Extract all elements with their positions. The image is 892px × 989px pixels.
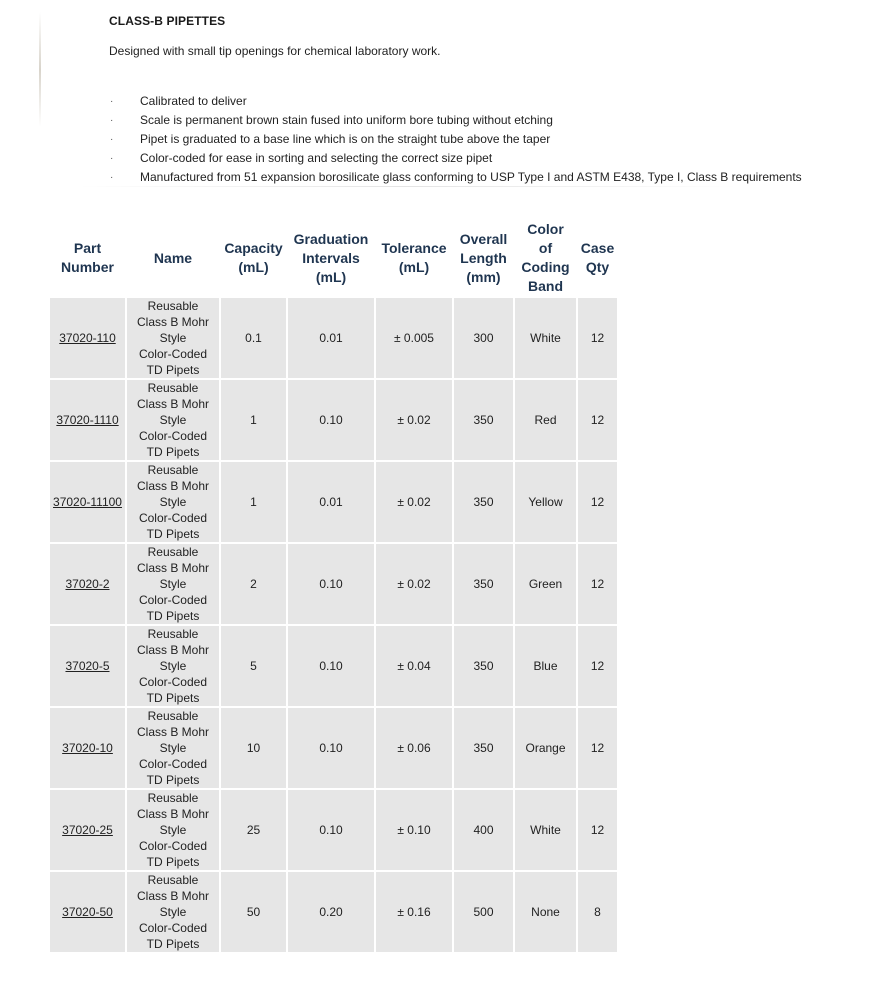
- part-number-link[interactable]: 37020-10: [62, 741, 113, 755]
- header-case-qty: [578, 220, 617, 296]
- length-cell: 500: [454, 872, 513, 952]
- product-name-text: Class B Mohr: [136, 397, 210, 411]
- capacity-cell: 1: [221, 380, 286, 460]
- case-qty-cell: 12: [578, 626, 617, 706]
- product-name-text: TD Pipets: [146, 937, 200, 951]
- product-name-text: Reusable: [147, 627, 199, 641]
- tolerance-cell: ± 0.04: [376, 626, 452, 706]
- product-name-cell: [127, 544, 219, 624]
- product-name-text: Style: [159, 659, 187, 673]
- product-name-text: Class B Mohr: [136, 315, 210, 329]
- case-qty-cell: 12: [578, 708, 617, 788]
- header-text: Number: [61, 259, 114, 275]
- case-qty-cell: 8: [578, 872, 617, 952]
- part-number-cell: [50, 298, 125, 378]
- header-text: Qty: [585, 259, 610, 275]
- case-qty-cell: 12: [578, 790, 617, 870]
- product-name-text: Color-Coded: [138, 921, 208, 935]
- product-name-text: Style: [159, 823, 187, 837]
- product-name-text: Reusable: [147, 545, 199, 559]
- tolerance-cell: ± 0.02: [376, 462, 452, 542]
- part-number-cell: [50, 790, 125, 870]
- product-name-text: Reusable: [147, 709, 199, 723]
- length-cell: 350: [454, 462, 513, 542]
- coding-band-color-cell: Yellow: [515, 462, 576, 542]
- table-body: [50, 298, 617, 952]
- part-number-cell: [50, 544, 125, 624]
- capacity-cell: 1: [221, 462, 286, 542]
- product-name-text: Reusable: [147, 791, 199, 805]
- product-name-text: Style: [159, 905, 187, 919]
- product-name-cell: [127, 462, 219, 542]
- graduation-cell: 0.10: [288, 708, 374, 788]
- graduation-cell: 0.10: [288, 380, 374, 460]
- product-name-text: Class B Mohr: [136, 725, 210, 739]
- product-name-cell: [127, 708, 219, 788]
- product-name-text: Style: [159, 413, 187, 427]
- part-number-link[interactable]: 37020-11100: [53, 495, 122, 509]
- table-row: [50, 790, 617, 870]
- product-name-text: TD Pipets: [146, 445, 200, 459]
- header-text: (mL): [238, 259, 269, 275]
- product-name-cell: [127, 298, 219, 378]
- graduation-cell: 0.10: [288, 626, 374, 706]
- feature-text: Color-coded for ease in sorting and selecting the correct size pipet: [140, 151, 493, 165]
- coding-band-color-cell: Orange: [515, 708, 576, 788]
- bullet-icon: ·: [110, 96, 114, 107]
- header-tolerance: [376, 220, 452, 296]
- header-text: (mL): [398, 259, 430, 275]
- product-name-text: TD Pipets: [146, 527, 200, 541]
- product-name-text: Class B Mohr: [136, 479, 210, 493]
- case-qty-cell: 12: [578, 544, 617, 624]
- capacity-cell: 5: [221, 626, 286, 706]
- tolerance-cell: ± 0.02: [376, 544, 452, 624]
- part-number-cell: [50, 380, 125, 460]
- product-name-text: Color-Coded: [138, 675, 208, 689]
- product-name-text: TD Pipets: [146, 773, 200, 787]
- product-name-text: TD Pipets: [146, 363, 200, 377]
- tolerance-cell: ± 0.06: [376, 708, 452, 788]
- product-name-text: Class B Mohr: [136, 561, 210, 575]
- feature-text: Calibrated to deliver: [140, 94, 247, 108]
- coding-band-color-cell: White: [515, 298, 576, 378]
- feature-text: Manufactured from 51 expansion borosilicate glass conforming to USP Type I and ASTM E438, Type I, Class B requirements: [140, 170, 802, 184]
- header-text: Case: [580, 240, 615, 256]
- coding-band-color-cell: Blue: [515, 626, 576, 706]
- part-number-link[interactable]: 37020-5: [65, 659, 110, 673]
- header-text: Name: [153, 249, 193, 266]
- length-cell: 350: [454, 708, 513, 788]
- product-name-cell: [127, 626, 219, 706]
- product-name-text: Color-Coded: [138, 757, 208, 771]
- table-row: [50, 544, 617, 624]
- product-name-text: Color-Coded: [138, 347, 208, 361]
- capacity-cell: 10: [221, 708, 286, 788]
- graduation-cell: 0.01: [288, 462, 374, 542]
- header-overall-length: [454, 220, 513, 296]
- header-text: Color: [527, 221, 564, 237]
- header-text: Band: [528, 278, 563, 294]
- product-name-text: Reusable: [147, 381, 199, 395]
- product-name-text: Style: [159, 741, 187, 755]
- bullet-icon: ·: [110, 115, 114, 126]
- header-text: Capacity: [224, 240, 283, 256]
- part-number-link[interactable]: 37020-1110: [56, 413, 119, 427]
- product-name-cell: [127, 790, 219, 870]
- tolerance-cell: ± 0.10: [376, 790, 452, 870]
- table-row: [50, 462, 617, 542]
- product-name-text: Color-Coded: [138, 593, 208, 607]
- header-text: Length: [460, 249, 507, 266]
- product-name-text: Style: [159, 577, 187, 591]
- product-name-text: Color-Coded: [138, 429, 208, 443]
- header-text: Intervals: [302, 249, 360, 266]
- length-cell: 350: [454, 626, 513, 706]
- length-cell: 400: [454, 790, 513, 870]
- feature-text: Scale is permanent brown stain fused into uniform bore tubing without etching: [140, 113, 553, 127]
- case-qty-cell: 12: [578, 298, 617, 378]
- header-text: (mm): [466, 268, 501, 285]
- product-name-cell: [127, 380, 219, 460]
- header-text: Part: [73, 240, 102, 256]
- page-title: CLASS-B PIPETTES: [109, 14, 226, 28]
- table-row: [50, 626, 617, 706]
- header-coding-band-color: [515, 220, 576, 296]
- header-text: Overall: [459, 230, 508, 247]
- table-row: [50, 298, 617, 378]
- product-name-text: Style: [159, 495, 187, 509]
- header-text: Coding: [521, 259, 570, 275]
- feature-text: Pipet is graduated to a base line which is on the straight tube above the taper: [140, 132, 551, 146]
- bullet-icon: ·: [110, 172, 114, 183]
- coding-band-color-cell: Red: [515, 380, 576, 460]
- part-number-cell: [50, 708, 125, 788]
- header-text: Graduation: [293, 230, 369, 247]
- tolerance-cell: ± 0.16: [376, 872, 452, 952]
- product-name-text: Color-Coded: [138, 511, 208, 525]
- product-name-text: Class B Mohr: [136, 807, 210, 821]
- coding-band-color-cell: None: [515, 872, 576, 952]
- part-number-link[interactable]: 37020-2: [65, 577, 110, 591]
- graduation-cell: 0.10: [288, 790, 374, 870]
- graduation-cell: 0.01: [288, 298, 374, 378]
- graduation-cell: 0.10: [288, 544, 374, 624]
- product-name-cell: [127, 872, 219, 952]
- case-qty-cell: 12: [578, 380, 617, 460]
- tolerance-cell: ± 0.005: [376, 298, 452, 378]
- product-name-text: Style: [159, 331, 187, 345]
- header-part-number: [50, 220, 125, 296]
- product-name-text: Class B Mohr: [136, 889, 210, 903]
- header-text: Tolerance: [381, 240, 447, 256]
- capacity-cell: 50: [221, 872, 286, 952]
- part-number-link[interactable]: 37020-25: [62, 823, 113, 837]
- coding-band-color-cell: Green: [515, 544, 576, 624]
- capacity-cell: 25: [221, 790, 286, 870]
- table-row: [50, 380, 617, 460]
- header-capacity: [221, 220, 286, 296]
- length-cell: 300: [454, 298, 513, 378]
- part-number-cell: [50, 626, 125, 706]
- product-name-text: Reusable: [147, 463, 199, 477]
- capacity-cell: 0.1: [221, 298, 286, 378]
- product-name-text: TD Pipets: [146, 855, 200, 869]
- table-row: [50, 872, 617, 952]
- length-cell: 350: [454, 544, 513, 624]
- part-number-cell: [50, 872, 125, 952]
- product-name-text: Color-Coded: [138, 839, 208, 853]
- bullet-icon: ·: [110, 153, 114, 164]
- product-name-text: Class B Mohr: [136, 643, 210, 657]
- header-text: (mL): [315, 268, 347, 285]
- header-name: [127, 220, 219, 296]
- table-row: [50, 708, 617, 788]
- coding-band-color-cell: White: [515, 790, 576, 870]
- header-text: of: [538, 240, 553, 256]
- part-number-link[interactable]: 37020-110: [59, 331, 116, 345]
- header-graduation-intervals: [288, 220, 374, 296]
- part-number-cell: [50, 462, 125, 542]
- case-qty-cell: 12: [578, 462, 617, 542]
- graduation-cell: 0.20: [288, 872, 374, 952]
- product-name-text: TD Pipets: [146, 691, 200, 705]
- tolerance-cell: ± 0.02: [376, 380, 452, 460]
- capacity-cell: 2: [221, 544, 286, 624]
- product-name-text: Reusable: [147, 873, 199, 887]
- product-table: [48, 218, 619, 953]
- product-name-text: Reusable: [147, 299, 199, 313]
- product-description: Designed with small tip openings for chemical laboratory work.: [109, 44, 441, 58]
- length-cell: 350: [454, 380, 513, 460]
- bullet-icon: ·: [110, 134, 114, 145]
- table-header-row: [50, 220, 617, 296]
- part-number-link[interactable]: 37020-50: [62, 905, 113, 919]
- product-name-text: TD Pipets: [146, 609, 200, 623]
